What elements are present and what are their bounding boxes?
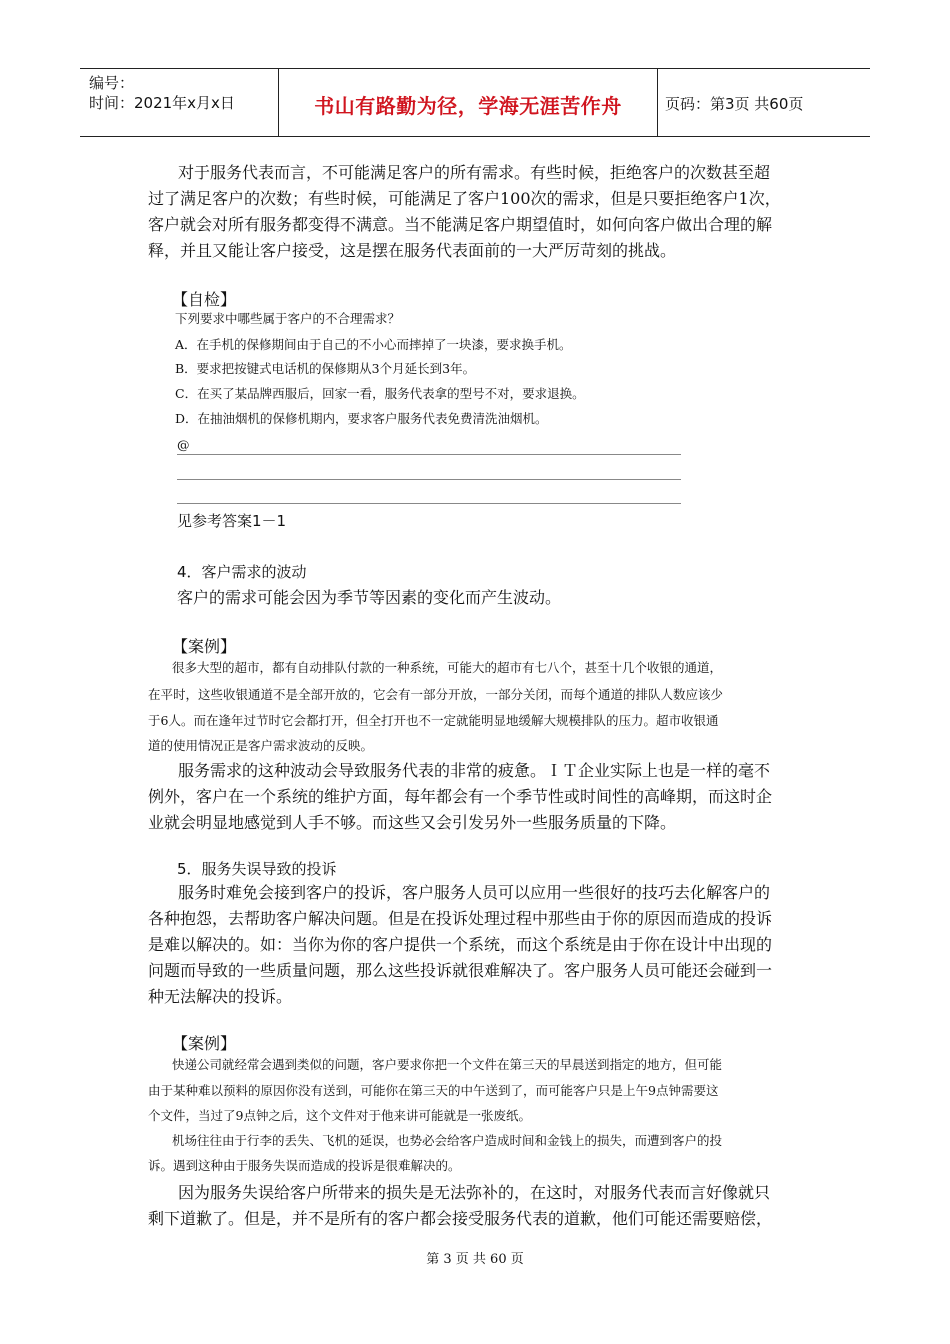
intro-paragraph — [148, 160, 798, 264]
header-motto: 书山有路勤为径，学海无涯苦作舟 — [314, 94, 622, 118]
paragraph-line: 是难以解决的。如：当你为你的客户提供一个系统，而这个系统是由于你在设计中出现的 — [148, 935, 773, 954]
header-bottom-rule — [80, 136, 870, 137]
selfcheck-title: 【自检】 — [172, 290, 237, 309]
service-failure-paragraph — [148, 1180, 798, 1232]
paragraph-line: 剩下道歉了。但是，并不是所有的客户都会接受服务代表的道歉，他们可能还需要赔偿， — [148, 1209, 773, 1228]
paragraph-line: 例外，客户在一个系统的维护方面，每年都会有一个季节性或时间性的高峰期，而这时企 — [148, 787, 773, 806]
case2-title: 【案例】 — [172, 1034, 237, 1053]
section4-text: 客户的需求可能会因为季节等因素的变化而产生波动。 — [177, 588, 562, 607]
case2-line: 个文件，当过了9点钟之后，这个文件对于他来讲可能就是一张废纸。 — [148, 1108, 531, 1123]
header-time-label: 时间：2021年x月x日 — [89, 94, 235, 112]
case2-line: 快递公司就经常会遇到类似的问题，客户要求你把一个文件在第三天的早晨送到指定的地方，但可能 — [172, 1057, 723, 1072]
answer-line — [177, 503, 681, 504]
header-top-rule — [80, 68, 870, 69]
paragraph-line: 各种抱怨，去帮助客户解决问题。但是在投诉处理过程中那些由于你的原因而造成的投诉 — [148, 909, 773, 928]
intro-line: 过了满足客户的次数；有些时候，可能满足了客户100次的需求，但是只要拒绝客户1次， — [148, 189, 781, 208]
selfcheck-option: B．要求把按键式电话机的保修期从3个月延长到3年。 — [175, 361, 476, 376]
paragraph-line: 服务时难免会接到客户的投诉，客户服务人员可以应用一些很好的技巧去化解客户的 — [178, 883, 771, 902]
section5-heading: 5．服务失误导致的投诉 — [177, 860, 337, 878]
answer-line — [177, 479, 681, 480]
case1-line: 道的使用情况正是客户需求波动的反映。 — [148, 738, 374, 753]
case1-line: 很多大型的超市，都有自动排队付款的一种系统，可能大的超市有七八个，甚至十几个收银的通道， — [172, 660, 723, 675]
paragraph-line: 问题而导致的一些质量问题，那么这些投诉就很难解决了。客户服务人员可能还会碰到一 — [148, 961, 773, 980]
page-footer: 第 3 页 共 60 页 — [426, 1252, 524, 1267]
selfcheck-question: 下列要求中哪些属于客户的不合理需求？ — [175, 311, 401, 326]
intro-line: 释，并且又能让客户接受，这是摆在服务代表面前的一大严厉苛刻的挑战。 — [148, 241, 677, 260]
answer-line — [177, 454, 681, 455]
case1-line: 在平时，这些收银通道不是全部开放的，它会有一部分开放，一部分关闭，而每个通道的排队人数应该少 — [148, 687, 724, 702]
header-number-label: 编号： — [89, 74, 135, 92]
case2-line: 机场往往由于行李的丢失、飞机的延误，也势必会给客户造成时间和金钱上的损失，而遭到客户的投 — [172, 1133, 723, 1148]
paragraph-line: 服务需求的这种波动会导致服务代表的非常的疲惫。ＩＴ企业实际上也是一样的毫不 — [178, 761, 771, 780]
paragraph-line: 业就会明显地感觉到人手不够。而这些又会引发另外一些服务质量的下降。 — [148, 813, 677, 832]
case2-line: 诉。遇到这种由于服务失误而造成的投诉是很难解决的。 — [148, 1158, 461, 1173]
answer-mark: @ — [177, 437, 190, 452]
selfcheck-option: D．在抽油烟机的保修机期内，要求客户服务代表免费清洗油烟机。 — [175, 411, 548, 426]
case1-title: 【案例】 — [172, 637, 237, 656]
paragraph-line: 因为服务失误给客户所带来的损失是无法弥补的，在这时，对服务代表而言好像就只 — [178, 1183, 771, 1202]
selfcheck-option: C．在买了某品牌西服后，回家一看，服务代表拿的型号不对，要求退换。 — [175, 386, 585, 401]
case2-line: 由于某种难以预料的原因你没有送到，可能你在第三天的中午送到了，而可能客户只是上午9点钟需要这 — [148, 1083, 719, 1098]
section4-heading: 4．客户需求的波动 — [177, 563, 307, 581]
paragraph-line: 种无法解决的投诉。 — [148, 987, 293, 1006]
header-page-code: 页码：第3页 共60页 — [665, 95, 804, 113]
demand-fluctuation-paragraph — [148, 758, 798, 836]
header-divider-left — [278, 68, 279, 136]
selfcheck-reference: 见参考答案1－1 — [177, 512, 287, 530]
selfcheck-option: A．在手机的保修期间由于自己的不小心而摔掉了一块漆，要求换手机。 — [175, 337, 572, 352]
intro-line: 对于服务代表而言，不可能满足客户的所有需求。有些时候，拒绝客户的次数甚至超 — [178, 163, 771, 182]
section5-paragraph — [148, 880, 798, 1010]
intro-line: 客户就会对所有服务都变得不满意。当不能满足客户期望值时，如何向客户做出合理的解 — [148, 215, 773, 234]
case1-line: 于6人。而在逢年过节时它会都打开，但全打开也不一定就能明显地缓解大规模排队的压力。超市收银通 — [148, 713, 719, 728]
header-divider-right — [657, 68, 658, 136]
